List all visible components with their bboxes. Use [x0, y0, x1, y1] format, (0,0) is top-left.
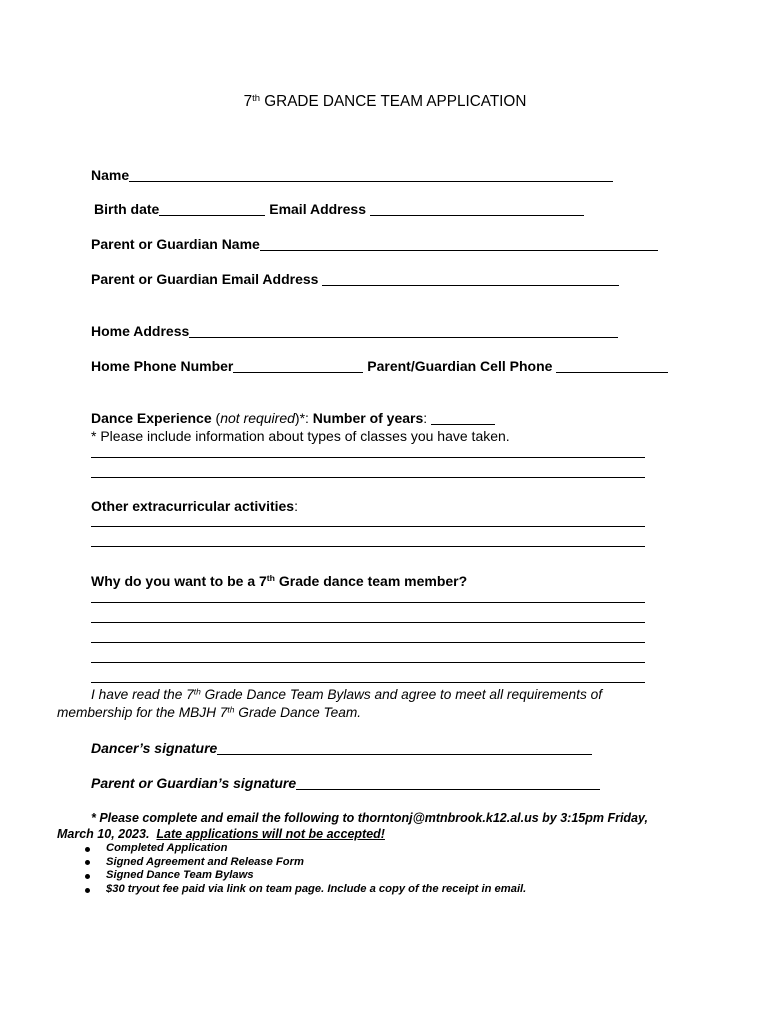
- dance-experience-answer-line[interactable]: [91, 457, 645, 458]
- page-title: [0, 93, 770, 111]
- list-item: [0, 869, 700, 883]
- extracurricular-answer-line[interactable]: [91, 546, 645, 547]
- required-items-list: [0, 842, 700, 897]
- parent-name-field[interactable]: [260, 239, 658, 251]
- parent-signature-field[interactable]: [296, 778, 600, 790]
- qualifier-open: (: [215, 410, 221, 426]
- home-address-row: [91, 323, 618, 339]
- parent-email-row: [91, 271, 619, 287]
- dance-experience-note: * Please include information about types of classes you have taken.: [91, 428, 510, 444]
- why-question-start: Why do you want to be a 7: [91, 573, 267, 589]
- dance-experience-answer-line[interactable]: [91, 477, 645, 478]
- extracurricular-colon: :: [294, 498, 298, 514]
- parent-cell-field[interactable]: [556, 361, 668, 373]
- list-item: [0, 883, 700, 897]
- agreement-line-2: [57, 705, 361, 721]
- deadline-row: [57, 827, 385, 842]
- why-answer-line[interactable]: [91, 662, 645, 663]
- agreement-ordinal-suffix: th: [193, 686, 201, 697]
- list-item: [0, 842, 700, 856]
- why-answer-line[interactable]: [91, 622, 645, 623]
- name-label: Name: [91, 167, 130, 183]
- parent-name-row: [91, 236, 658, 252]
- name-row: [91, 167, 613, 183]
- list-item-text: $30 tryout fee paid via link on team page. Include a copy of the receipt in email.: [106, 883, 527, 896]
- dancer-signature-row: [91, 740, 592, 756]
- parent-signature-row: [91, 775, 600, 791]
- birth-date-label: Birth date: [94, 201, 160, 217]
- why-question: [91, 573, 467, 589]
- years-colon: :: [423, 410, 428, 426]
- why-answer-line[interactable]: [91, 602, 645, 603]
- list-item: [0, 856, 700, 870]
- phone-row: [91, 358, 668, 374]
- bullet-icon: [85, 874, 90, 879]
- birth-date-field[interactable]: [159, 204, 265, 216]
- list-item-text: Completed Application: [106, 842, 228, 854]
- dance-experience-label: Dance Experience: [91, 410, 212, 426]
- agreement-text: I have read the 7: [91, 687, 194, 702]
- agreement-text: Grade Dance Team.: [238, 705, 362, 720]
- parent-signature-label: Parent or Guardian’s signature: [91, 775, 297, 791]
- not-required-qualifier: not required: [220, 410, 295, 426]
- home-address-field[interactable]: [189, 326, 618, 338]
- home-address-label: Home Address: [91, 323, 190, 339]
- birth-email-row: [94, 201, 584, 217]
- name-field[interactable]: [129, 170, 613, 182]
- agreement-text: membership for the MBJH 7: [57, 705, 228, 720]
- title-text: GRADE DANCE TEAM APPLICATION: [264, 93, 527, 110]
- agreement-text: Grade Dance Team Bylaws and agree to meet all requirements of: [204, 687, 603, 702]
- agreement-line-1: [91, 687, 602, 703]
- extracurricular-label: Other extracurricular activities: [91, 498, 295, 514]
- years-field[interactable]: [431, 413, 495, 425]
- email-address-field[interactable]: [370, 204, 584, 216]
- bullet-icon: [85, 860, 90, 865]
- list-item-text: Signed Agreement and Release Form: [106, 855, 304, 868]
- parent-email-label: Parent or Guardian Email Address: [91, 271, 319, 287]
- why-question-end: Grade dance team member?: [278, 573, 468, 589]
- title-ordinal-suffix: th: [252, 92, 261, 104]
- dance-experience-row: [91, 410, 495, 426]
- late-warning: Late applications will not be accepted!: [156, 827, 385, 841]
- years-label: Number of years: [312, 410, 424, 426]
- extracurricular-answer-line[interactable]: [91, 526, 645, 527]
- list-item-text: Signed Dance Team Bylaws: [106, 869, 254, 882]
- dancer-signature-field[interactable]: [217, 743, 592, 755]
- qualifier-close: )*:: [294, 410, 309, 426]
- why-answer-line[interactable]: [91, 682, 645, 683]
- dancer-signature-label: Dancer’s signature: [91, 740, 218, 756]
- why-ordinal-suffix: th: [266, 573, 275, 584]
- extracurricular-row: [91, 498, 298, 514]
- parent-name-label: Parent or Guardian Name: [91, 236, 260, 252]
- deadline-date: March 10, 2023.: [57, 827, 150, 841]
- agreement-ordinal-suffix: th: [227, 704, 235, 715]
- instructions-text: * Please complete and email the following to thorntonj@mtnbrook.k12.al.us by 3:15pm Friday,: [91, 811, 648, 825]
- email-address-label: Email Address: [269, 201, 366, 217]
- home-phone-field[interactable]: [233, 361, 363, 373]
- home-phone-label: Home Phone Number: [91, 358, 234, 374]
- parent-email-field[interactable]: [322, 274, 619, 286]
- why-answer-line[interactable]: [91, 642, 645, 643]
- bullet-icon: [85, 847, 90, 852]
- parent-cell-label: Parent/Guardian Cell Phone: [367, 358, 553, 374]
- bullet-icon: [85, 888, 90, 893]
- title-grade-number: 7: [243, 93, 253, 110]
